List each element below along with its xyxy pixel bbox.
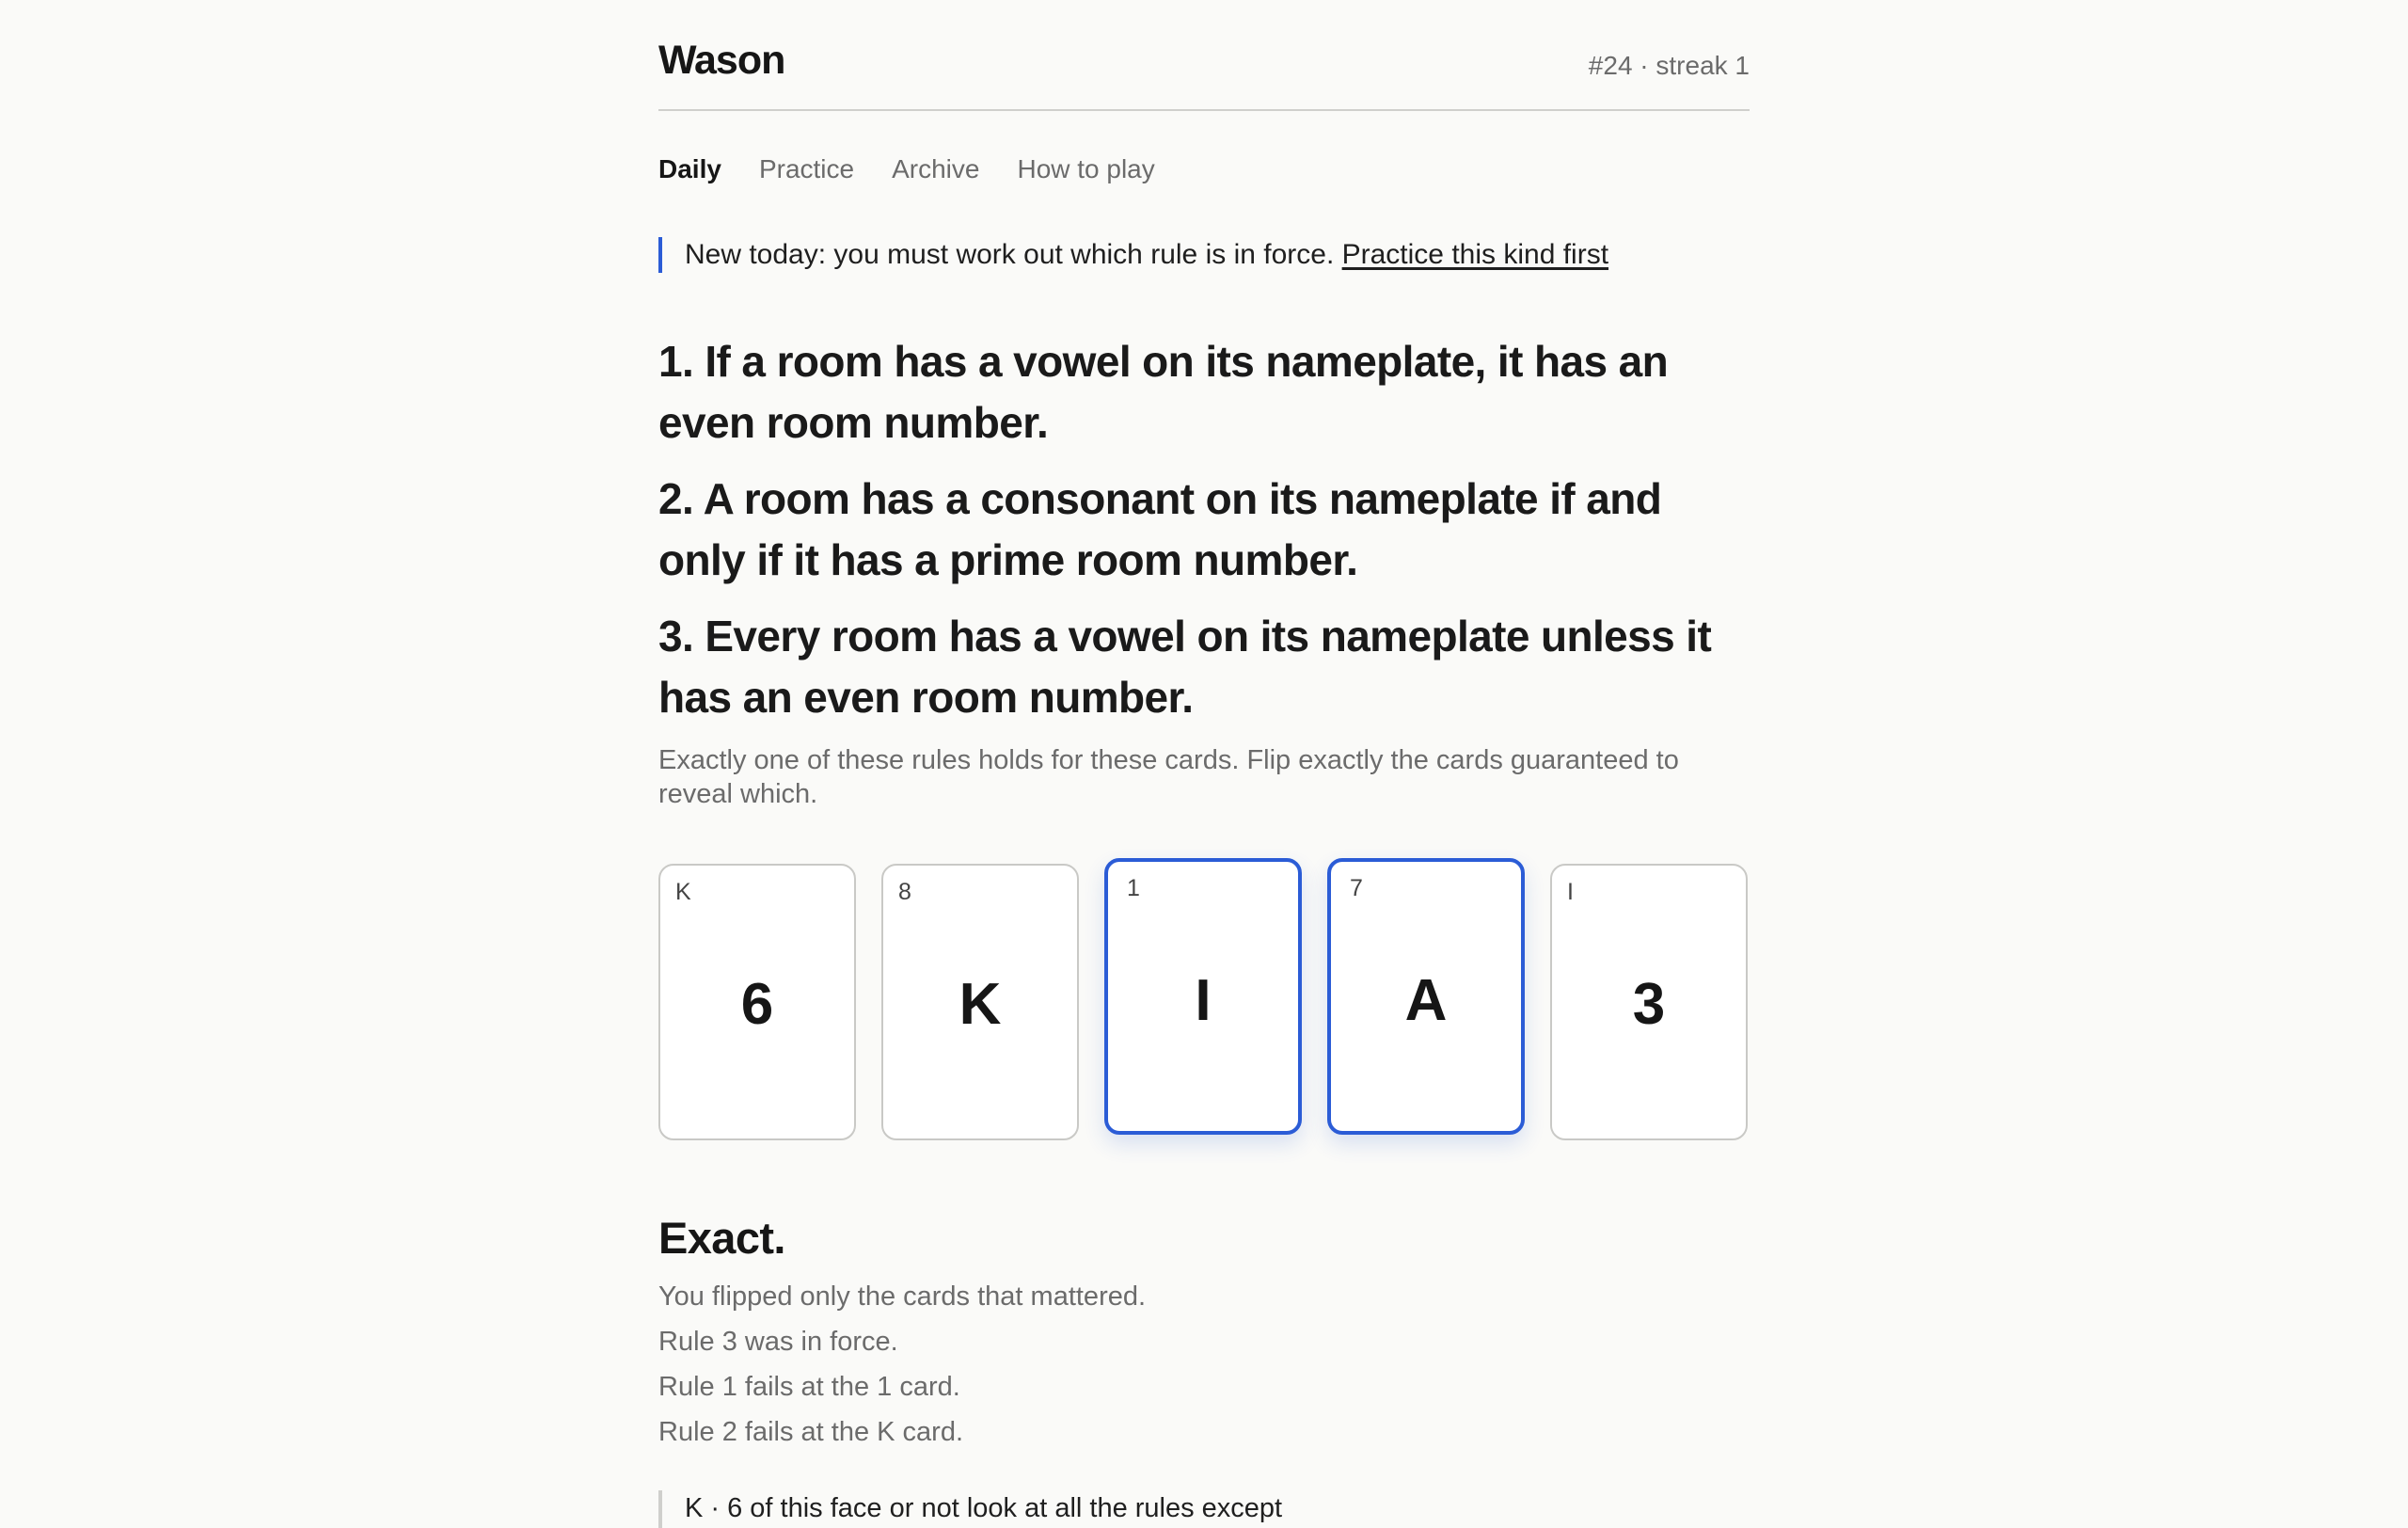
result-explanation bbox=[658, 1274, 1146, 1455]
result-line: Rule 2 fails at the K card. bbox=[658, 1417, 963, 1447]
card-face-value: 6 bbox=[740, 972, 774, 1037]
notice-text: New today: you must work out which rule is in force. bbox=[685, 239, 1342, 270]
card-corner-label: 8 bbox=[898, 879, 911, 905]
card-face-value: K bbox=[958, 972, 1002, 1037]
card-row bbox=[658, 860, 1750, 1152]
card-5[interactable] bbox=[1550, 864, 1748, 1140]
card-corner-label: I bbox=[1567, 879, 1574, 905]
card-corner-label: K bbox=[675, 879, 691, 905]
notice-banner bbox=[658, 237, 1608, 273]
result-line: Rule 1 fails at the 1 card. bbox=[658, 1372, 960, 1402]
rule-2: 2. A room has a consonant on its nameplate if and only if it has a prime room number. bbox=[658, 474, 1662, 584]
nav-tabs bbox=[658, 154, 1155, 184]
tab-archive[interactable]: Archive bbox=[892, 154, 980, 183]
tab-practice[interactable]: Practice bbox=[758, 154, 855, 183]
card-corner-label: 7 bbox=[1350, 875, 1363, 901]
header bbox=[658, 38, 1750, 111]
result-title: Exact. bbox=[658, 1213, 785, 1263]
rules-list bbox=[658, 331, 1750, 743]
card-face-value: 3 bbox=[1632, 972, 1666, 1037]
practice-link[interactable]: Practice this kind first bbox=[1341, 239, 1609, 270]
footnote: K · 6 of this face or not look at all the rules except bbox=[658, 1490, 1282, 1528]
instructions: Exactly one of these rules holds for these cards. Flip exactly the cards guaranteed to reveal which. bbox=[658, 745, 1679, 809]
card-1[interactable] bbox=[658, 864, 856, 1140]
card-corner-label: 1 bbox=[1127, 875, 1140, 901]
card-face-value: I bbox=[1195, 968, 1212, 1033]
rule-3: 3. Every room has a vowel on its nameplate unless it has an even room number. bbox=[658, 612, 1712, 722]
puzzle-meta: #24 · streak 1 bbox=[1588, 51, 1750, 80]
app-title: Wason bbox=[658, 38, 785, 83]
card-face-value: A bbox=[1404, 968, 1448, 1033]
card-2[interactable] bbox=[881, 864, 1079, 1140]
tab-daily[interactable]: Daily bbox=[658, 154, 721, 183]
rule-1: 1. If a room has a vowel on its nameplate, it has an even room number. bbox=[658, 337, 1669, 447]
card-4[interactable] bbox=[1327, 858, 1525, 1135]
tab-how-to-play[interactable]: How to play bbox=[1017, 154, 1155, 183]
card-3[interactable] bbox=[1104, 858, 1302, 1135]
result-line: Rule 3 was in force. bbox=[658, 1327, 898, 1357]
result-line: You flipped only the cards that mattered. bbox=[658, 1281, 1147, 1312]
